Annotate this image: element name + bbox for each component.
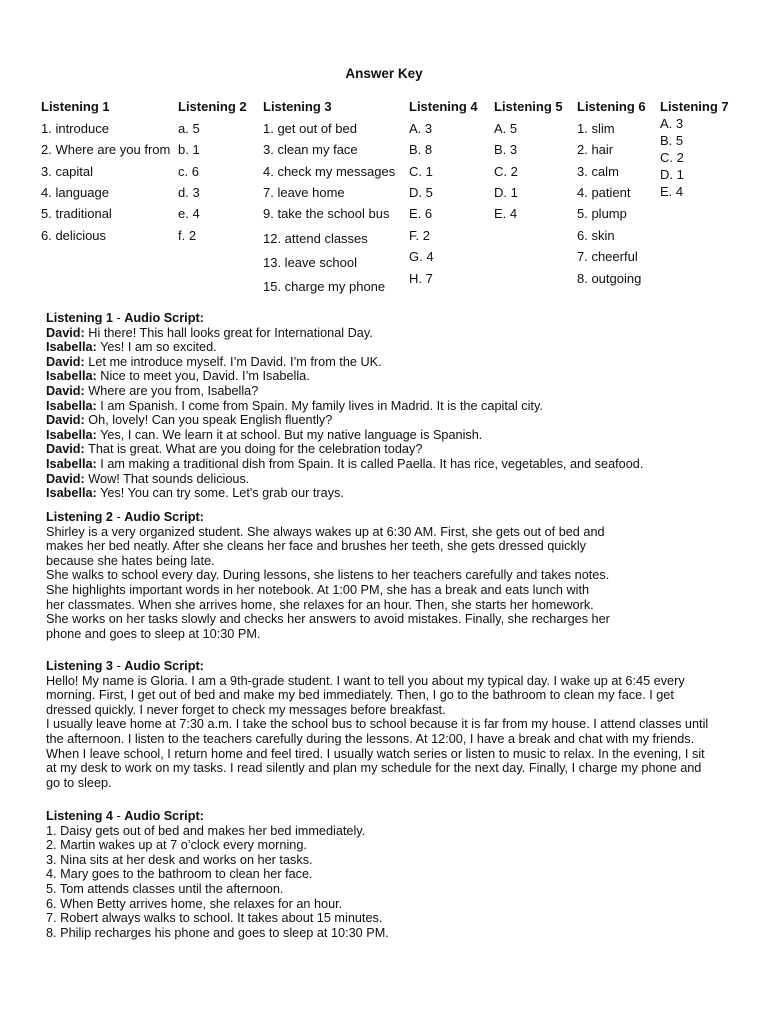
answer-item: 13. leave school [263,255,357,270]
script-line: phone and goes to sleep at 10:30 PM. [46,626,261,641]
script-line: because she hates being late. [46,553,215,568]
script-line: Hello! My name is Gloria. I am a 9th-grade student. I want to tell you about my typical day. I wake up at 6:45 every [46,673,685,688]
audio-script-listening-2 [46,510,736,641]
answer-item: C. 1 [409,164,433,179]
answer-item: 15. charge my phone [263,279,386,294]
answer-item: G. 4 [409,249,434,264]
script-line: When I leave school, I return home and feel tired. I usually watch series or listen to music to relax. In the evening, I sit [46,746,705,761]
answer-item: 4. language [41,185,109,200]
answer-item: A. 5 [494,121,518,136]
column-header: Listening 4 [409,99,478,114]
dialogue-line: Isabella: I am making a traditional dish from Spain. It is called Paella. It has rice, vegetables, and seafood. [46,456,644,471]
column-header: Listening 5 [494,99,563,114]
column-header: Listening 7 [660,99,729,114]
script-line: 5. Tom attends classes until the afternoon. [46,881,284,896]
answer-item: 9. take the school bus [263,206,390,221]
page-title: Answer Key [345,66,423,81]
script-header: Listening 2 - Audio Script: [46,510,204,524]
answer-item: b. 1 [178,142,200,157]
answer-item: 5. traditional [41,206,112,221]
answer-item: 1. slim [577,121,615,136]
answer-item: 8. outgoing [577,271,642,286]
column-header: Listening 6 [577,99,646,114]
script-line: She walks to school every day. During lessons, she listens to her teachers carefully and takes notes. [46,568,610,583]
answer-item: B. 3 [494,142,518,157]
answer-item: D. 1 [494,185,518,200]
answer-item: 3. calm [577,164,619,179]
column-header: Listening 3 [263,99,332,114]
script-line: 7. Robert always walks to school. It takes about 15 minutes. [46,911,383,926]
answer-item: C. 2 [494,164,518,179]
dialogue-line: David: Oh, lovely! Can you speak English fluently? [46,413,333,428]
script-header: Listening 3 - Audio Script: [46,659,204,673]
script-line: 2. Martin wakes up at 7 o’clock every morning. [46,838,307,853]
script-line: 3. Nina sits at her desk and works on her tasks. [46,852,313,867]
script-line: makes her bed neatly. After she cleans her face and brushes her teeth, she gets dressed quickly [46,539,586,554]
audio-script-listening-1 [46,311,736,501]
script-line: the afternoon. I listen to the teachers carefully during the lessons. At 12:00, I have a break and chat with my friends. [46,731,695,746]
answer-item: D. 1 [660,167,684,182]
answer-item: 3. clean my face [263,142,358,157]
dialogue-line: Isabella: Nice to meet you, David. I’m Isabella. [46,369,310,384]
audio-script-listening-4 [46,809,736,940]
answer-item: 4. check my messages [263,164,396,179]
answer-item: c. 6 [178,164,199,179]
script-line: She works on her tasks slowly and checks her answers to avoid mistakes. Finally, she recharges her [46,612,610,627]
answer-item: C. 2 [660,150,684,165]
answer-item: F. 2 [409,228,430,243]
script-line: 4. Mary goes to the bathroom to clean her face. [46,867,313,882]
answer-item: D. 5 [409,185,433,200]
script-line: morning. First, I get out of bed and make my bed immediately. Then, I go to the bathroom to clean my face. I get [46,688,674,703]
script-line: 6. When Betty arrives home, she relaxes for an hour. [46,896,343,911]
answer-item: 6. delicious [41,228,107,243]
answer-item: E. 4 [660,184,684,199]
dialogue-line: David: That is great. What are you doing for the celebration today? [46,442,423,457]
answer-item: 3. capital [41,164,94,179]
answer-item: 4. patient [577,185,631,200]
answer-item: 12. attend classes [263,231,368,246]
answer-item: e. 4 [178,206,200,221]
script-line: I usually leave home at 7:30 a.m. I take the school bus to school because it is far from my house. I attend classes until [46,717,709,732]
dialogue-line: Isabella: I am Spanish. I come from Spain. My family lives in Madrid. It is the capital city. [46,398,543,413]
dialogue-line: Isabella: Yes! You can try some. Let's grab our trays. [46,486,344,501]
script-line: 8. Philip recharges his phone and goes to sleep at 10:30 PM. [46,925,389,940]
script-line: dressed quickly. I never forget to check my messages before breakfast. [46,702,446,717]
answer-item: E. 4 [494,206,518,221]
script-header: Listening 4 - Audio Script: [46,809,204,823]
answer-item: 6. skin [577,228,615,243]
audio-script-listening-3 [46,659,736,790]
script-line: 1. Daisy gets out of bed and makes her bed immediately. [46,823,366,838]
script-header: Listening 1 - Audio Script: [46,311,204,325]
answer-item: A. 3 [409,121,433,136]
answer-item: 2. Where are you from [41,142,171,157]
column-header: Listening 2 [178,99,247,114]
dialogue-line: Isabella: Yes, I can. We learn it at school. But my native language is Spanish. [46,427,483,442]
answer-item: 1. introduce [41,121,109,136]
answer-item: E. 6 [409,206,433,221]
answer-item: 7. cheerful [577,249,638,264]
answer-item: A. 3 [660,116,684,131]
answer-item: d. 3 [178,185,200,200]
dialogue-line: David: Let me introduce myself. I’m David. I’m from the UK. [46,354,382,369]
script-line: at my desk to work on my tasks. I read silently and plan my schedule for the next day. Finally, I charge my phone and [46,761,702,776]
answer-item: a. 5 [178,121,200,136]
dialogue-line: David: Where are you from, Isabella? [46,383,259,398]
script-line: Shirley is a very organized student. She always wakes up at 6:30 AM. First, she gets out of bed and [46,524,605,539]
dialogue-line: Isabella: Yes! I am so excited. [46,340,217,355]
answer-item: B. 5 [660,133,684,148]
answer-item: H. 7 [409,271,433,286]
answer-item: 2. hair [577,142,614,157]
script-line: go to sleep. [46,775,112,790]
answer-item: 1. get out of bed [263,121,357,136]
answer-item: B. 8 [409,142,433,157]
dialogue-line: David: Wow! That sounds delicious. [46,471,250,486]
dialogue-line: David: Hi there! This hall looks great for International Day. [46,325,373,340]
script-line: her classmates. When she arrives home, she relaxes for an hour. Then, she starts her homework. [46,597,594,612]
answer-item: f. 2 [178,228,197,243]
answer-item: 5. plump [577,206,627,221]
answer-item: 7. leave home [263,185,345,200]
script-line: She highlights important words in her notebook. At 1:00 PM, she has a break and eats lunch with [46,582,590,597]
column-header: Listening 1 [41,99,110,114]
